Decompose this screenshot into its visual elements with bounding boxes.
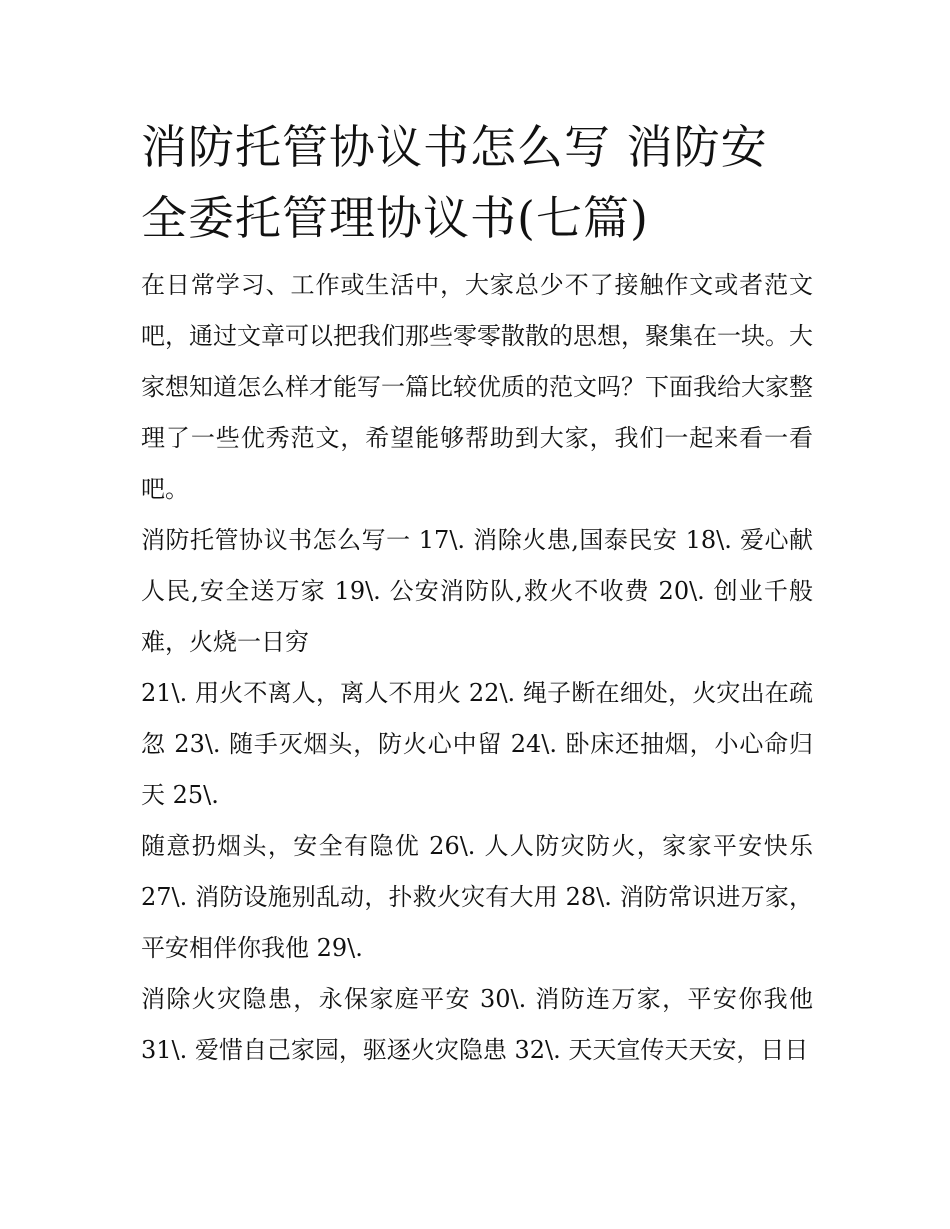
slogan-paragraph-1: 消防托管协议书怎么写一 17\. 消除火患,国泰民安 18\. 爱心献人民,安全送万家 19\. 公安消防队,救火不收费 20\. 创业千般难，火烧一日穷 (141, 526, 813, 656)
document-title: 消防托管协议书怎么写 消防安全委托管理协议书(七篇) (141, 120, 768, 245)
intro-paragraph: 在日常学习、工作或生活中，大家总少不了接触作文或者范文吧，通过文章可以把我们那些零零散散的思想，聚集在一块。大家想知道怎么样才能写一篇比较优质的范文吗？下面我给大家整理了一些优秀范文，希望能够帮助到大家，我们一起来看一看吧。 (141, 271, 813, 503)
document-body (141, 112, 813, 1076)
slogan-paragraph-4: 消除火灾隐患，永保家庭平安 30\. 消防连万家，平安你我他 31\. 爱惜自己家园，驱逐火灾隐患 32\. 天天宣传天天安，日日 (141, 985, 813, 1064)
slogan-paragraph-3: 随意扔烟头，安全有隐优 26\. 人人防灾防火，家家平安快乐 27\. 消防设施别乱动，扑救火灾有大用 28\. 消防常识进万家，平安相伴你我他 29\. (141, 832, 813, 962)
slogan-paragraph-2: 21\. 用火不离人，离人不用火 22\. 绳子断在细处，火灾出在疏忽 23\. 随手灭烟头，防火心中留 24\. 卧床还抽烟，小心命归天 25\. (141, 679, 813, 809)
